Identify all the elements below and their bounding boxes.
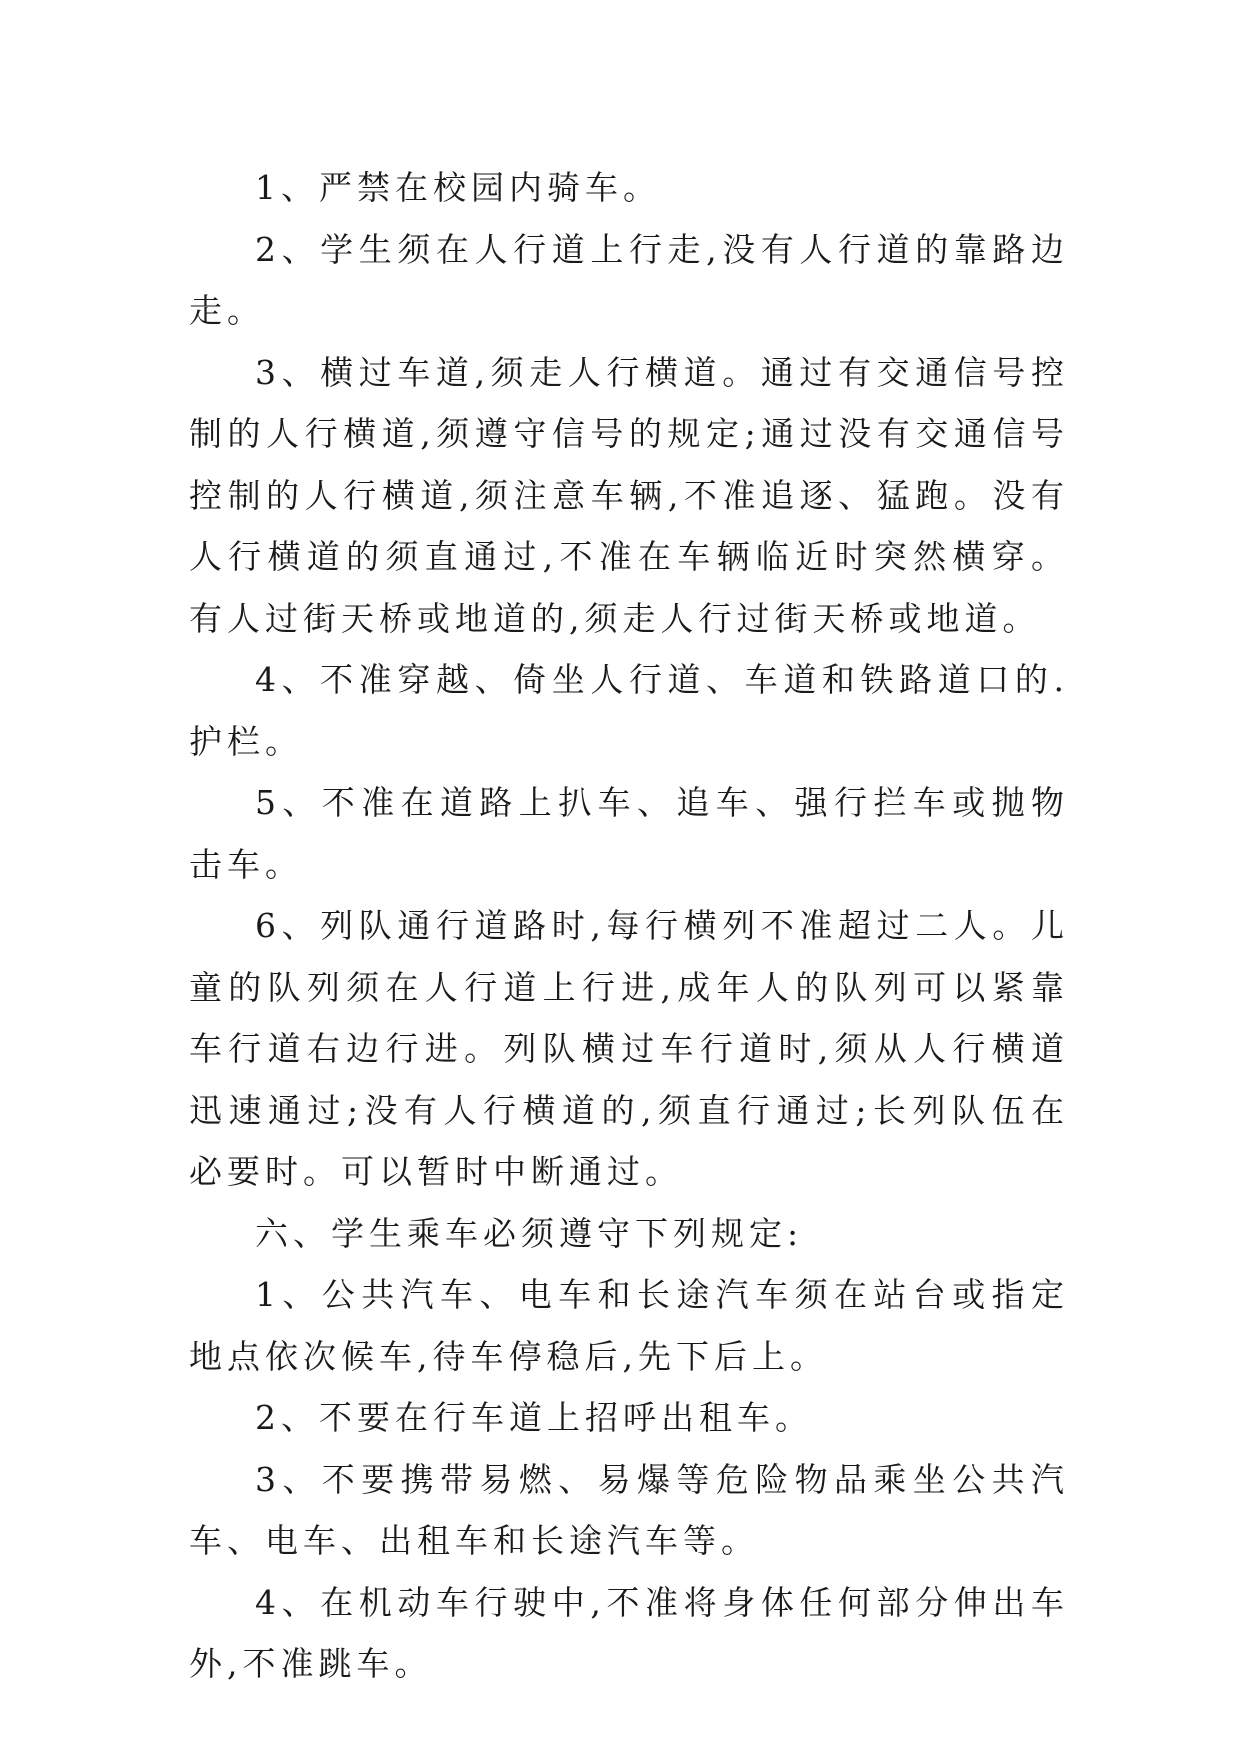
rule-5-no-chasing-vehicles: 5、不准在道路上扒车、追车、强行拦车或抛物击车。	[189, 783, 1069, 884]
riding-rule-3-no-hazardous-items: 3、不要携带易燃、易爆等危险物品乘坐公共汽车、电车、出租车和长途汽车等。	[189, 1459, 1069, 1560]
riding-rule-1-wait-at-stop: 1、公共汽车、电车和长途汽车须在站台或指定地点依次候车,待车停稳后,先下后上。	[189, 1275, 1069, 1376]
rule-4-no-climbing-railings: 4、不准穿越、倚坐人行道、车道和铁路道口的.护栏。	[189, 660, 1069, 761]
rule-2-walk-on-sidewalk: 2、学生须在人行道上行走,没有人行道的靠路边走。	[189, 229, 1069, 330]
riding-rule-4-stay-inside: 4、在机动车行驶中,不准将身体任何部分伸出车外,不准跳车。	[189, 1582, 1069, 1683]
riding-rule-2-no-hailing-taxi: 2、不要在行车道上招呼出租车。	[255, 1398, 813, 1437]
rule-1-no-cycling: 1、严禁在校园内骑车。	[255, 168, 661, 207]
document-body	[189, 157, 1069, 1695]
rule-6-group-walking: 6、列队通行道路时,每行横列不准超过二人。儿童的队列须在人行道上行进,成年人的队列可以紧靠车行道右边行进。列队横过车行道时,须从人行横道迅速通过;没有人行横道的,须直行通过;长列队伍在必要时。可以暂时中断通过。	[189, 906, 1069, 1191]
rule-3-crossing-road: 3、横过车道,须走人行横道。通过有交通信号控制的人行横道,须遵守信号的规定;通过没有交通信号控制的人行横道,须注意车辆,不准追逐、猛跑。没有人行横道的须直通过,不准在车辆临近时突然横穿。有人过街天桥或地道的,须走人行过街天桥或地道。	[189, 352, 1069, 638]
section-heading-riding-rules: 六、学生乘车必须遵守下列规定:	[255, 1213, 804, 1253]
